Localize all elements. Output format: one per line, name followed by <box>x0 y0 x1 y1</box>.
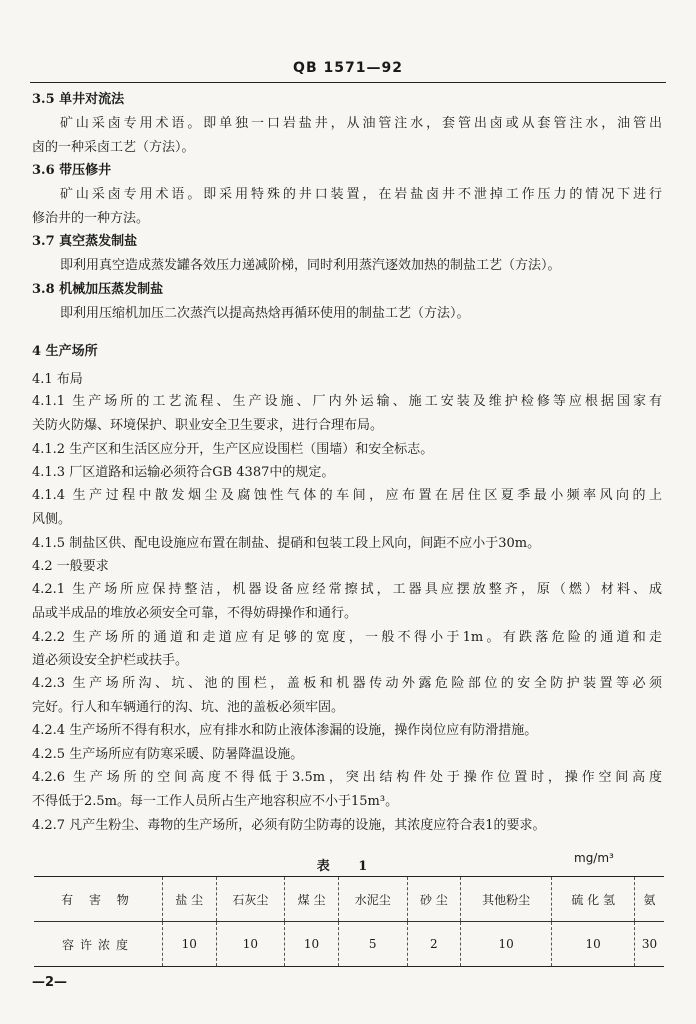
section-heading-4: 4 生产场所 <box>32 344 98 359</box>
table-header-cell: 煤 尘 <box>285 877 339 922</box>
table-cell: 2 <box>407 922 461 967</box>
table-header-cell: 盐 尘 <box>163 877 217 922</box>
section-heading-3-5: 3.5 单井对流法 <box>32 92 125 107</box>
table-header-cell: 水泥尘 <box>338 877 407 922</box>
section-heading-3-7: 3.7 真空蒸发制盐 <box>32 234 138 249</box>
clause-line: 4.2.7 凡产生粉尘、毒物的生产场所，必须有防尘防毒的设施，其浓度应符合表1的要求。 <box>32 818 546 833</box>
table-unit: mg/m³ <box>574 851 614 865</box>
table-caption: 表 1 <box>316 859 380 874</box>
concentration-table <box>34 876 664 967</box>
table-cell: 10 <box>461 922 552 967</box>
clause-line: 4.2.3 生产场所沟、坑、池的围栏，盖板和机器传动外露危险部位的安全防护装置等必须 <box>32 676 662 691</box>
table-header-cell: 其他粉尘 <box>461 877 552 922</box>
table-header-cell: 氨 <box>635 877 664 922</box>
section-heading-3-8: 3.8 机械加压蒸发制盐 <box>32 282 164 297</box>
table-header-cell: 砂 尘 <box>407 877 461 922</box>
paragraph-line: 矿山采卤专用术语。即采用特殊的井口装置，在岩盐卤井不泄掉工作压力的情况下进行 <box>60 187 662 202</box>
clause-line: 4.1.2 生产区和生活区应分开，生产区应设围栏（围墙）和安全标志。 <box>32 442 434 457</box>
table-cell: 30 <box>635 922 664 967</box>
clause-line: 4.1.1 生产场所的工艺流程、生产设施、厂内外运输、施工安装及维护检修等应根据国家有 <box>32 394 662 409</box>
clause-line: 4.1.3 厂区道路和运输必须符合GB 4387中的规定。 <box>32 465 335 480</box>
clause-line: 4.2.1 生产场所应保持整洁，机器设备应经常擦拭，工器具应摆放整齐，原（燃）材料、成 <box>32 582 662 597</box>
clause-line: 风侧。 <box>32 512 72 527</box>
table-cell: 10 <box>552 922 635 967</box>
clause-line: 完好。行人和车辆通行的沟、坑、池的盖板必须牢固。 <box>32 700 345 715</box>
clause-line: 不得低于2.5m。每一工作人员所占生产地容积应不小于15m³。 <box>32 794 399 809</box>
section-heading-3-6: 3.6 带压修井 <box>32 163 112 178</box>
section-heading-4-1: 4.1 布局 <box>32 372 83 387</box>
table-cell: 10 <box>285 922 339 967</box>
clause-line: 品或半成品的堆放必须安全可靠，不得妨碍操作和通行。 <box>32 606 358 621</box>
clause-line: 道必须设安全护栏或扶手。 <box>32 653 189 668</box>
paragraph-line: 即利用压缩机加压二次蒸汽以提高热焓再循环使用的制盐工艺（方法）。 <box>60 306 470 321</box>
table-row-label: 容许浓度 <box>61 937 134 952</box>
table-header-row <box>34 877 664 922</box>
table-cell: 5 <box>338 922 407 967</box>
header-rule <box>30 82 666 83</box>
clause-line: 4.1.5 制盐区供、配电设施应布置在制盐、提硝和包装工段上风向，间距不应小于30m。 <box>32 536 541 551</box>
table-row <box>34 922 664 967</box>
paragraph-line: 矿山采卤专用术语。即单独一口岩盐井，从油管注水，套管出卤或从套管注水，油管出 <box>60 116 662 131</box>
clause-line: 关防火防爆、环境保护、职业安全卫生要求，进行合理布局。 <box>32 418 384 433</box>
section-heading-4-2: 4.2 一般要求 <box>32 559 109 574</box>
table-cell: 10 <box>163 922 217 967</box>
page-number: —2— <box>32 975 68 990</box>
doc-code-header: QB 1571—92 <box>293 60 403 76</box>
paragraph-line: 卤的一种采卤工艺（方法）。 <box>32 140 195 155</box>
clause-line: 4.2.5 生产场所应有防寒采暖、防暑降温设施。 <box>32 747 304 762</box>
paragraph-line: 即利用真空造成蒸发罐各效压力递减阶梯，同时利用蒸汽逐效加热的制盐工艺（方法）。 <box>60 258 561 273</box>
table-header-cell: 有 害 物 <box>34 877 163 922</box>
table-cell: 10 <box>216 922 285 967</box>
paragraph-line: 修治井的一种方法。 <box>32 211 150 226</box>
clause-line: 4.2.6 生产场所的空间高度不得低于3.5m，突出结构件处于操作位置时，操作空间高度 <box>32 770 662 785</box>
clause-line: 4.2.4 生产场所不得有积水，应有排水和防止液体渗漏的设施，操作岗位应有防滑措施。 <box>32 723 538 738</box>
clause-line: 4.1.4 生产过程中散发烟尘及腐蚀性气体的车间，应布置在居住区夏季最小频率风向的上 <box>32 488 662 503</box>
table-header-cell: 石灰尘 <box>216 877 285 922</box>
clause-line: 4.2.2 生产场所的通道和走道应有足够的宽度，一般不得小于1m。有跌落危险的通道和走 <box>32 630 662 645</box>
table-header-cell: 硫 化 氢 <box>552 877 635 922</box>
